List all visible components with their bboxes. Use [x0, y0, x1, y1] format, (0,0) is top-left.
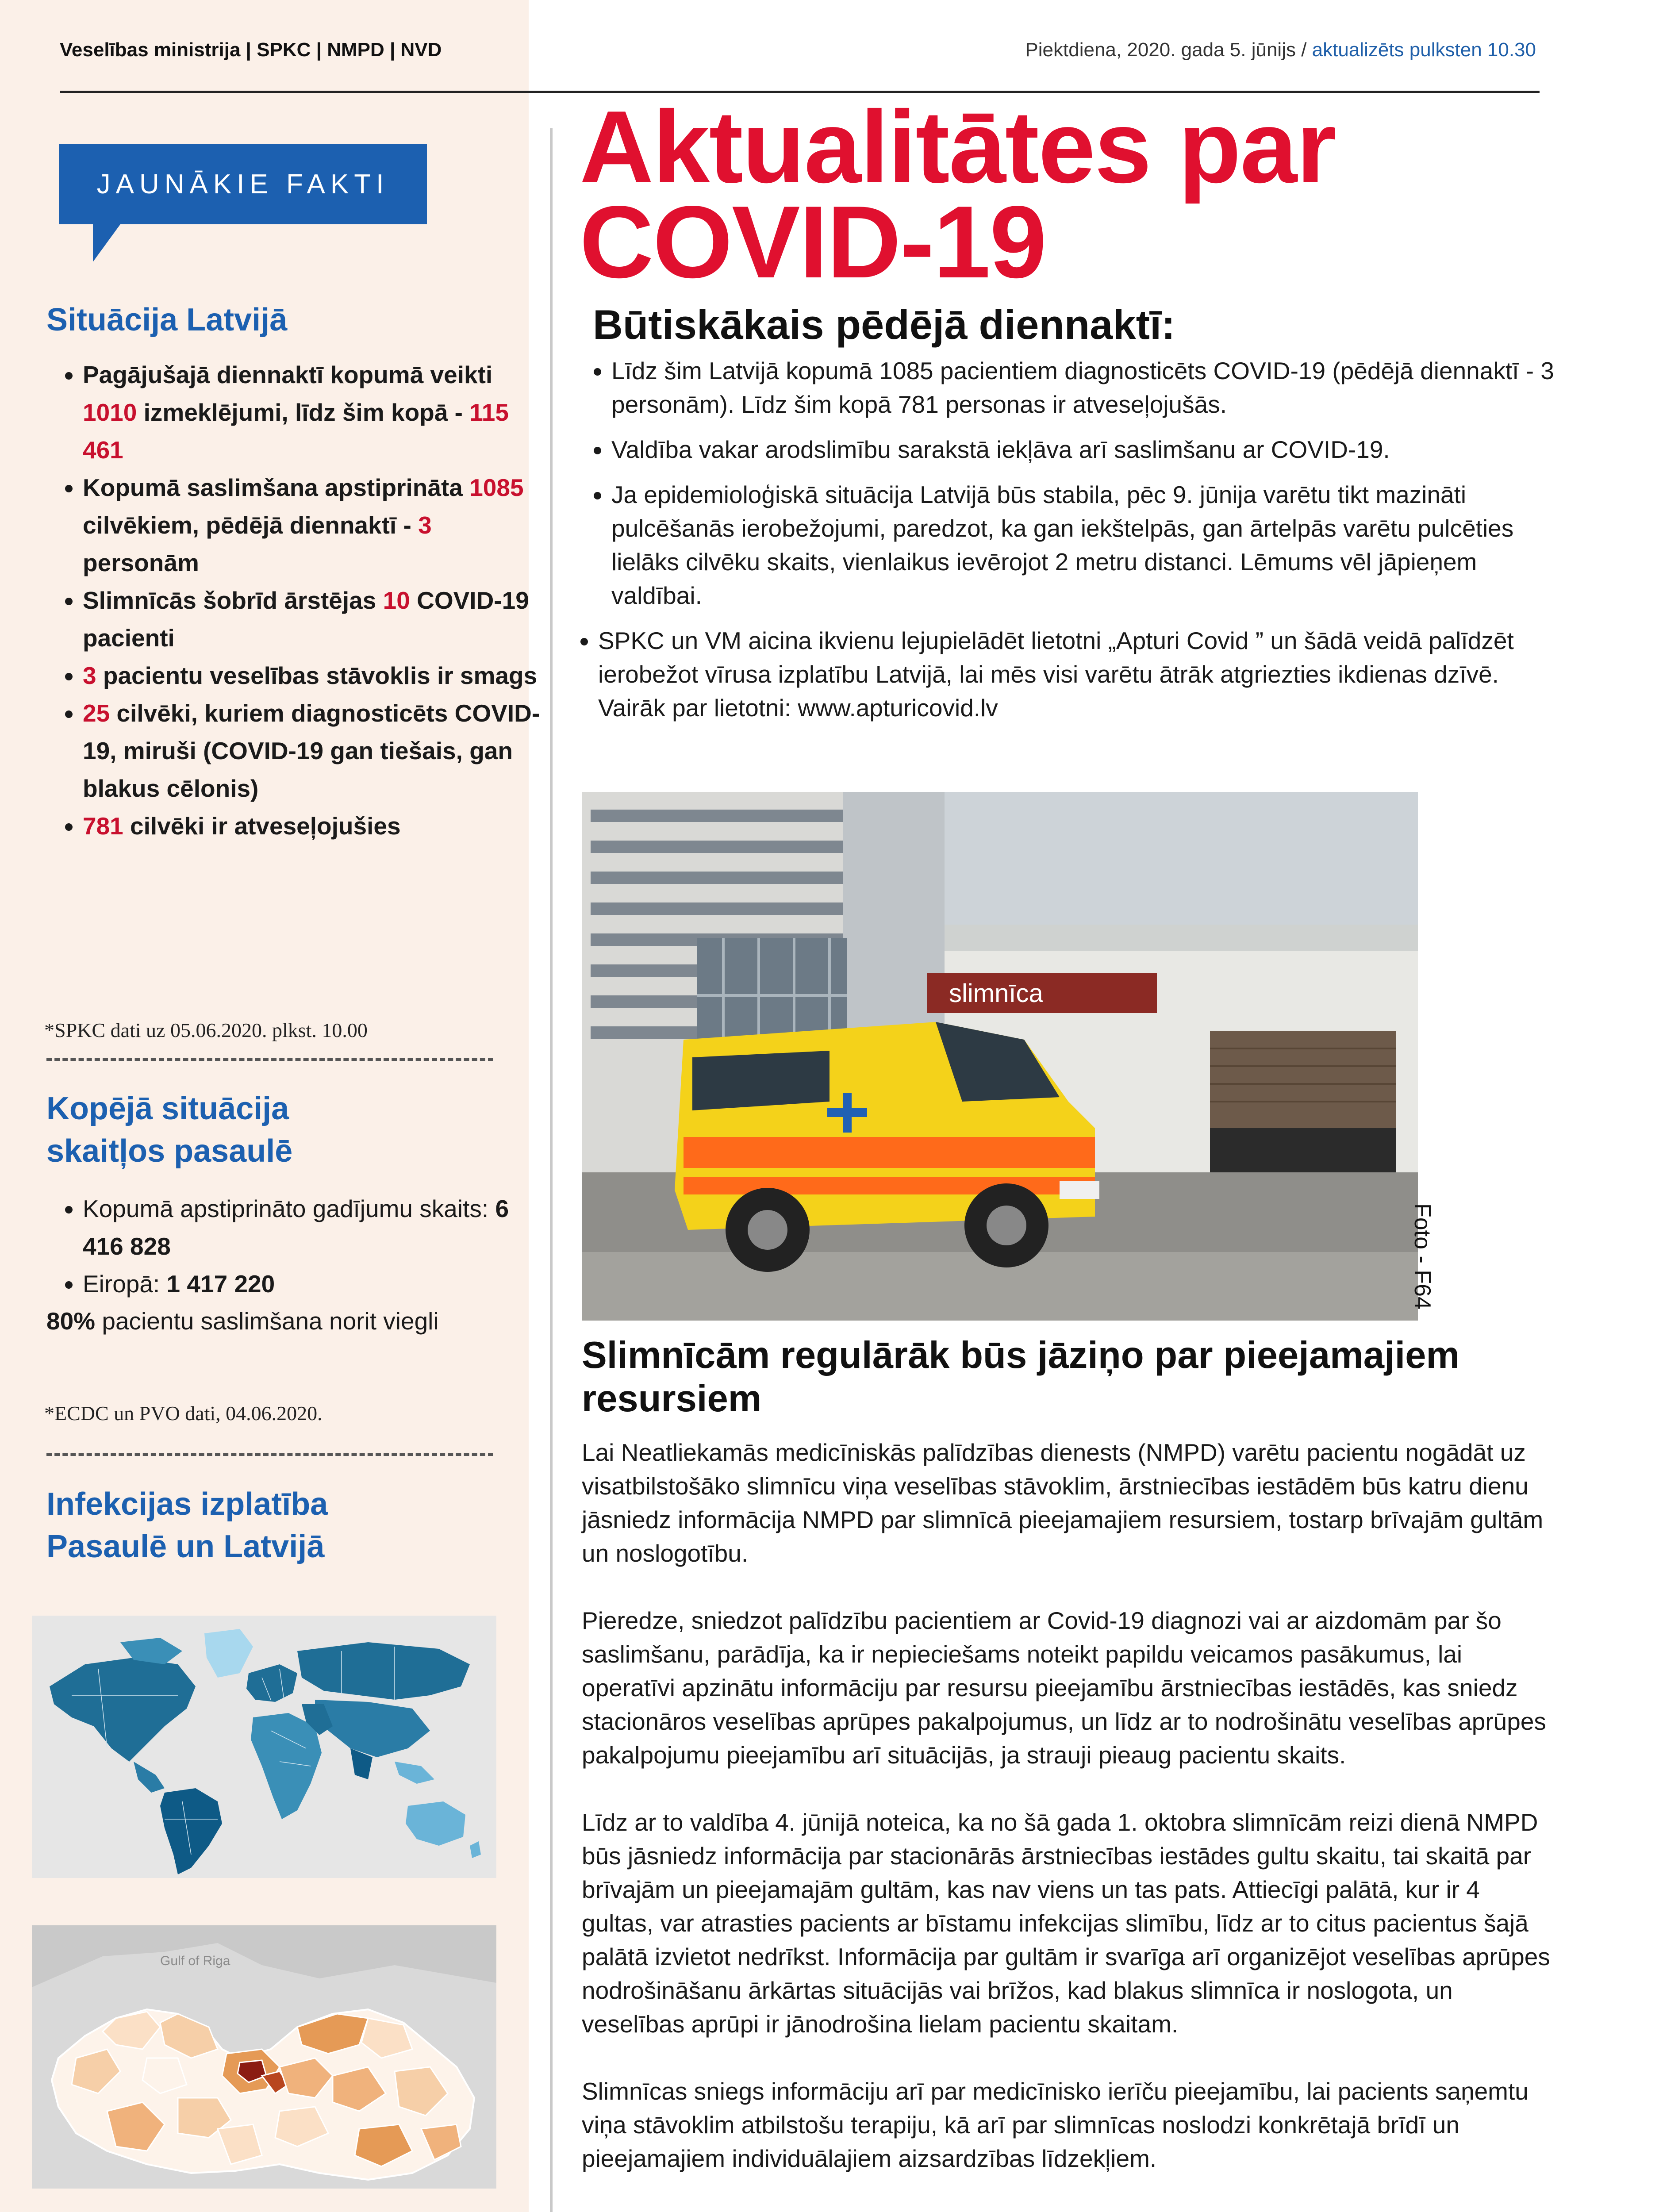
list-item: • Kopumā saslimšana apstiprināta 1085 cilvēkiem, pēdējā diennaktī - 3 personām: [83, 469, 552, 582]
world-map-image: [32, 1616, 496, 1878]
list-item: • Pagājušajā diennaktī kopumā veikti 1010 izmeklējumi, līdz šim kopā - 115 461: [83, 356, 552, 469]
gulf-of-riga-label: Gulf of Riga: [160, 1954, 230, 1968]
list-item: • Eiropā: 1 417 220: [83, 1265, 552, 1303]
page-title: Aktualitātes par COVID-19: [580, 90, 1336, 300]
list-item: • Kopumā apstiprināto gadījumu skaits: 6 416 828: [83, 1190, 552, 1265]
dashed-divider: [46, 1058, 493, 1061]
list-item: • Slimnīcās šobrīd ārstējas 10 COVID-19 pacienti: [83, 582, 552, 657]
ambulance-photo: [582, 792, 1418, 1321]
list-item: • 3 pacientu veselības stāvoklis ir smags: [83, 657, 552, 695]
header-updated: aktualizēts pulksten 10.30: [1312, 39, 1536, 61]
world-situation-heading: Kopējā situācija skaitļos pasaulē: [46, 1091, 293, 1169]
badge-speech-tail: [93, 224, 120, 262]
infection-spread-heading: Infekcijas izplatība Pasaulē un Latvijā: [46, 1486, 328, 1564]
list-item: • SPKC un VM aicina ikvienu lejupielādēt lietotni „Apturi Covid ” un šādā veidā palīdzēt ierobežot vīrusa izplatību Latvijā, lai mēs visi varētu ātrāk atgriezties ikdienas dzīvē. Vairāk par lietotni: www.apturicovid.lv: [598, 624, 1558, 725]
latest-facts-badge: JAUNĀKIE FAKTI: [59, 144, 427, 224]
article-paragraph: Līdz ar to valdība 4. jūnijā noteica, ka no šā gada 1. oktobra slimnīcām reizi dienā NMPD būs jāsniedz informācija par stacionārās ārstniecības iestādes gultu skaitu, tai skaitā par brīvajām un pieejamajām gultām, kas nav viens un tas pats. Attiecīgi palātā, kur ir 4 gultas, var atrasties pacients ar bīstamu infekcijas slimību, līdz ar to citus pacientus šajā palātā izvietot nedrīkst. Informācija par gultām ir svarīga arī organizējot veselības aprūpes nodrošināšanu ārkārtas situācijās vai brīžos, kad blakus slimnīca ir noslogota, un veselības aprūpi ir jānodrošina lielam pacientu skaitam.: [582, 1809, 1550, 2038]
list-item: • Valdība vakar arodslimību sarakstā iekļāva arī saslimšanu ar COVID-19.: [611, 433, 1558, 466]
header-organizations: Veselības ministrija | SPKC | NMPD | NVD: [60, 39, 442, 61]
photo-credit: Foto - F64: [1409, 1203, 1435, 1310]
key-facts-list: [580, 354, 1558, 736]
dashed-divider: [46, 1453, 493, 1456]
mild-cases-text: 80% pacientu saslimšana norit viegli: [46, 1307, 439, 1335]
key-facts-heading: Būtiskākais pēdējā diennaktī:: [593, 301, 1175, 348]
article-heading: Slimnīcām regulārāk būs jāziņo par pieejamajiem resursiem: [582, 1334, 1460, 1420]
article-paragraph: Lai Neatliekamās medicīniskās palīdzības dienests (NMPD) varētu pacientu nogādāt uz visatbilstošāko slimnīcu viņa veselības stāvoklim, ārstniecības iestādēm būs katru dienu jāsniedz informācija NMPD par slimnīcā pieejamajiem resursiem, tostarp brīvajām gultām un noslogotību.: [582, 1439, 1544, 1567]
header-date-text: Piektdiena, 2020. gada 5. jūnijs: [1025, 39, 1296, 61]
ecdc-data-note: *ECDC un PVO dati, 04.06.2020.: [44, 1402, 323, 1425]
hospital-sign-text: slimnīca: [949, 979, 1043, 1008]
world-facts-list: [46, 1190, 552, 1303]
list-item: • Līdz šim Latvijā kopumā 1085 pacientiem diagnosticēts COVID-19 (pēdējā diennaktī - 3 personām). Līdz šim kopā 781 personas ir atveseļojušās.: [611, 354, 1558, 421]
header-date: [1025, 39, 1536, 61]
column-divider: [550, 128, 553, 2212]
article-paragraph: Slimnīcas sniegs informāciju arī par medicīnisko ierīču pieejamību, lai pacients saņemtu viņa stāvoklim atbilstošu terapiju, kā arī par slimnīcas noslodzi konkrētajā brīdī un pieejamajiem individuālajiem aizsardzības līdzekļiem.: [582, 2078, 1528, 2172]
list-item: • Ja epidemioloģiskā situācija Latvijā būs stabila, pēc 9. jūnija varētu tikt mazināti pulcēšanās ierobežojumi, paredzot, ka gan iekštelpās, gan ārtelpās varētu pulcēties lielāks cilvēku skaits, vienlaikus ievērojot 2 metru distanci. Lēmums vēl jāpieņem valdībai.: [611, 478, 1558, 612]
header-separator: /: [1295, 39, 1312, 61]
latvia-map-image: [32, 1925, 496, 2189]
latvia-map-graphic: [32, 1925, 496, 2189]
ambulance-photo-graphic: [582, 792, 1418, 1321]
latvia-facts-list: [46, 356, 552, 845]
article-body: [582, 1436, 1555, 2209]
list-item: • 781 cilvēki ir atveseļojušies: [83, 807, 552, 845]
latvia-situation-heading: Situācija Latvijā: [46, 302, 288, 338]
world-map-graphic: [32, 1616, 496, 1878]
article-paragraph: Pieredze, sniedzot palīdzību pacientiem ar Covid-19 diagnozi vai ar aizdomām par šo saslimšanu, parādīja, ka ir nepieciešams noteikt papildu veicamos pasākumus, lai operatīvi apzinātu informāciju par resursu pieejamību ārstniecības iestādēs, kas sniedz stacionāros veselības aprūpes pakalpojumus, un līdz ar to nodrošinātu veselības aprūpes pakalpojumu pieejamību arī situācijās, ja strauji pieaug pacientu skaits.: [582, 1607, 1546, 1769]
list-item: • 25 cilvēki, kuriem diagnosticēts COVID-19, miruši (COVID-19 gan tiešais, gan blakus cēlonis): [83, 695, 552, 807]
spkc-data-note: *SPKC dati uz 05.06.2020. plkst. 10.00: [44, 1019, 368, 1041]
